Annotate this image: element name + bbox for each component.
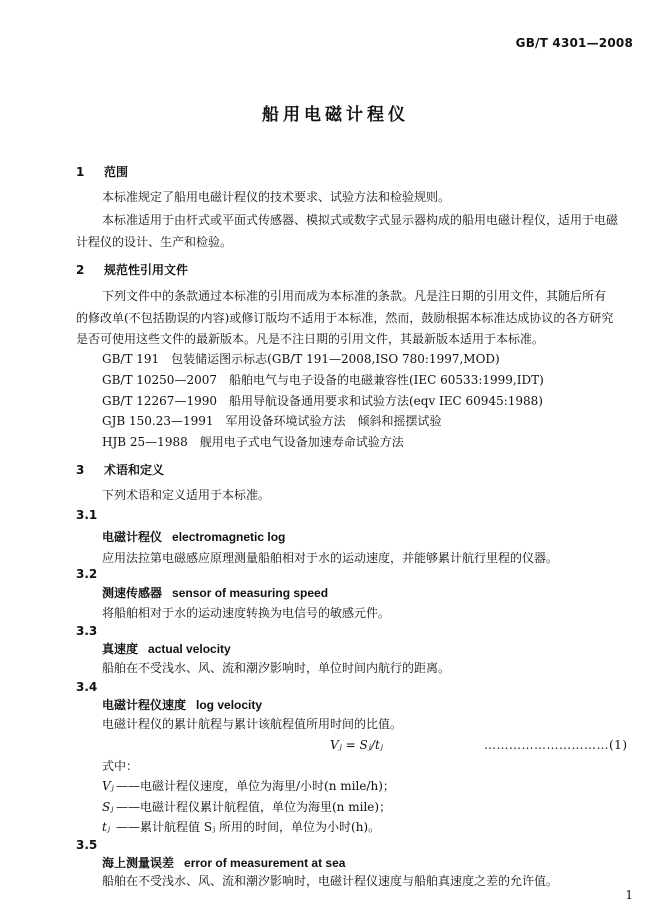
section-1-paragraph-1: 本标准规定了船用电磁计程仪的技术要求、试验方法和检验规则。 (102, 190, 451, 204)
term-zh: 测速传感器 (102, 586, 163, 600)
section-number: 1 (76, 165, 85, 179)
term-zh: 海上测量误差 (102, 856, 175, 870)
section-1-heading (76, 165, 128, 179)
term-heading (102, 856, 345, 870)
term-heading (102, 586, 328, 600)
term-en: log velocity (196, 698, 263, 712)
reference-item: GB/T 12267—1990 船用导航设备通用要求和试验方法(eqv IEC 60945:1988) (102, 394, 543, 408)
term-definition: 电磁计程仪的累计航程与累计该航程值所用时间的比值。 (102, 717, 403, 731)
symbol: Sⱼ (102, 800, 114, 814)
symbol-definition (102, 800, 391, 814)
subsection-number: 3.1 (76, 508, 98, 522)
term-en: electromagnetic log (172, 530, 286, 544)
section-number: 2 (76, 263, 85, 277)
term-definition: 将船舶相对于水的运动速度转换为电信号的敏感元件。 (102, 606, 391, 620)
term-definition: 船舶在不受浅水、风、流和潮汐影响时，单位时间内航行的距离。 (102, 661, 451, 675)
section-3-heading (76, 463, 164, 477)
symbol-description: ——电磁计程仪累计航程值，单位为海里(n mile)； (116, 800, 392, 814)
document-title: 船用电磁计程仪 (262, 105, 409, 125)
term-heading (102, 698, 262, 712)
term-en: sensor of measuring speed (172, 586, 329, 600)
section-1-paragraph-2-line-1: 本标准适用于由杆式或平面式传感器、模拟式或数字式显示器构成的船用电磁计程仪，适用于电磁 (102, 213, 619, 227)
reference-item: HJB 25—1988 舰用电子式电气设备加速寿命试验方法 (102, 435, 404, 449)
section-3-intro: 下列术语和定义适用于本标准。 (102, 488, 271, 502)
symbol-description: ——累计航程值 Sⱼ 所用的时间，单位为小时(h)。 (116, 820, 381, 834)
where-label: 式中： (102, 759, 139, 773)
formula: Vⱼ = Sⱼ/tⱼ (330, 738, 383, 752)
term-en: error of measurement at sea (184, 856, 346, 870)
term-en: actual velocity (148, 642, 231, 656)
symbol-description: ——电磁计程仪速度，单位为海里/小时(n mile/h)； (116, 779, 395, 793)
section-title: 范围 (104, 165, 129, 179)
term-definition: 船舶在不受浅水、风、流和潮汐影响时，电磁计程仪速度与船舶真速度之差的允许值。 (102, 874, 559, 888)
section-2-intro-line-1: 下列文件中的条款通过本标准的引用而成为本标准的条款。凡是注日期的引用文件，其随后所有 (102, 289, 607, 303)
term-definition: 应用法拉第电磁感应原理测量船舶相对于水的运动速度，并能够累计航行里程的仪器。 (102, 551, 559, 565)
formula-number: …………………………(1) (484, 738, 628, 752)
section-number: 3 (76, 463, 85, 477)
term-heading (102, 642, 231, 656)
section-2-intro-line-2: 的修改单(不包括勘误的内容)或修订版均不适用于本标准，然而，鼓励根据本标准达成协议的各方研究 (76, 311, 614, 325)
subsection-number: 3.2 (76, 567, 98, 581)
section-2-intro-line-3: 是否可使用这些文件的最新版本。凡是不注日期的引用文件，其最新版本适用于本标准。 (76, 332, 545, 346)
page-number: 1 (625, 888, 633, 902)
term-zh: 电磁计程仪速度 (102, 698, 187, 712)
section-2-heading (76, 263, 188, 277)
standard-number: GB/T 4301—2008 (515, 36, 633, 50)
reference-item: GB/T 191 包装储运图示标志(GB/T 191—2008,ISO 780:1997,MOD) (102, 352, 500, 366)
term-zh: 电磁计程仪 (102, 530, 163, 544)
section-title: 术语和定义 (104, 463, 165, 477)
reference-item: GJB 150.23—1991 军用设备环境试验方法 倾斜和摇摆试验 (102, 414, 442, 428)
subsection-number: 3.3 (76, 624, 98, 638)
symbol: Vⱼ (102, 779, 114, 793)
subsection-number: 3.5 (76, 838, 98, 852)
term-heading (102, 530, 285, 544)
symbol: tⱼ (102, 820, 110, 834)
section-title: 规范性引用文件 (104, 263, 189, 277)
subsection-number: 3.4 (76, 680, 98, 694)
term-zh: 真速度 (102, 642, 139, 656)
reference-item: GB/T 10250—2007 船舶电气与电子设备的电磁兼容性(IEC 60533:1999,IDT) (102, 373, 544, 387)
symbol-definition (102, 779, 395, 793)
symbol-definition (102, 820, 380, 834)
section-1-paragraph-2-line-2: 计程仪的设计、生产和检验。 (76, 235, 233, 249)
